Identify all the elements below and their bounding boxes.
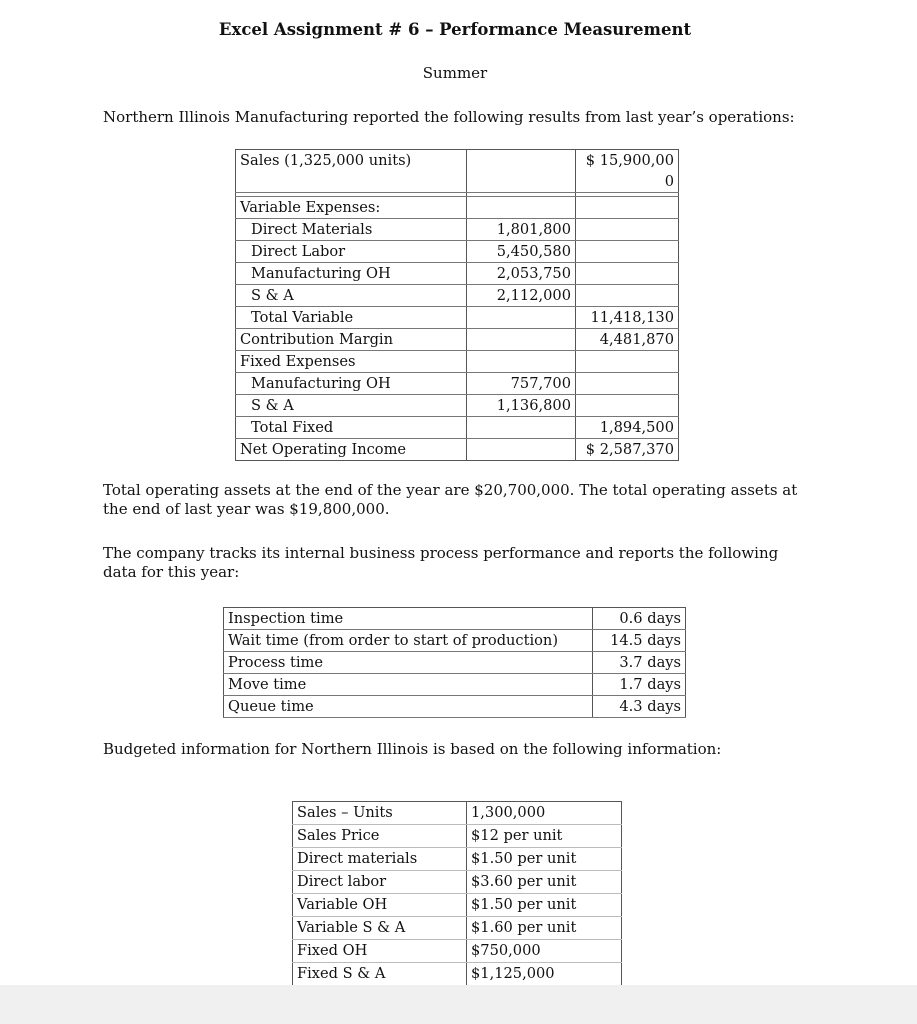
- budget-table: [292, 801, 622, 986]
- process-value: 14.5 days: [593, 630, 686, 652]
- budget-label: Fixed OH: [293, 940, 467, 963]
- table-row: [236, 285, 679, 307]
- process-value: 3.7 days: [593, 652, 686, 674]
- intro-paragraph: Northern Illinois Manufacturing reported the following results from last year’s operations:: [103, 108, 795, 126]
- budget-value: $12 per unit: [467, 825, 622, 848]
- process-label: Move time: [224, 674, 593, 696]
- fixed-manufacturing-oh-value: 757,700: [467, 373, 576, 395]
- direct-labor-value: 5,450,580: [467, 241, 576, 263]
- total-variable-label: Total Variable: [236, 307, 467, 329]
- table-row: [293, 917, 622, 940]
- direct-materials-value: 1,801,800: [467, 219, 576, 241]
- table-row: [236, 417, 679, 439]
- contribution-margin-label: Contribution Margin: [236, 329, 467, 351]
- budget-value: $1.50 per unit: [467, 894, 622, 917]
- process-times-table: [223, 607, 686, 718]
- budget-label: Direct materials: [293, 848, 467, 871]
- table-row: [293, 802, 622, 825]
- process-label: Process time: [224, 652, 593, 674]
- budget-label: Variable S & A: [293, 917, 467, 940]
- table-row: [236, 219, 679, 241]
- process-label: Wait time (from order to start of production): [224, 630, 593, 652]
- process-paragraph: The company tracks its internal business process performance and reports the following data for this year:: [103, 544, 779, 581]
- fixed-sa-label: S & A: [236, 395, 467, 417]
- table-row: [293, 825, 622, 848]
- total-fixed-label: Total Fixed: [236, 417, 467, 439]
- table-row: [236, 351, 679, 373]
- process-label: Inspection time: [224, 608, 593, 630]
- sales-label: Sales (1,325,000 units): [236, 150, 467, 193]
- fixed-sa-value: 1,136,800: [467, 395, 576, 417]
- manufacturing-oh-label: Manufacturing OH: [236, 263, 467, 285]
- net-operating-income-label: Net Operating Income: [236, 439, 467, 461]
- table-row: [236, 307, 679, 329]
- budget-value: $1.50 per unit: [467, 848, 622, 871]
- process-value: 0.6 days: [593, 608, 686, 630]
- budget-value: $1,125,000: [467, 963, 622, 986]
- page-footer-band: [0, 985, 917, 1024]
- income-statement-table: [235, 149, 679, 461]
- table-row: [293, 871, 622, 894]
- table-row: [224, 696, 686, 718]
- budget-label: Direct labor: [293, 871, 467, 894]
- table-row: [224, 608, 686, 630]
- table-row: [236, 150, 679, 193]
- table-row: [236, 373, 679, 395]
- budget-value: $750,000: [467, 940, 622, 963]
- table-row: [224, 630, 686, 652]
- total-fixed-value: 1,894,500: [576, 417, 679, 439]
- direct-labor-label: Direct Labor: [236, 241, 467, 263]
- budget-label: Sales – Units: [293, 802, 467, 825]
- table-row: [236, 395, 679, 417]
- table-row: [236, 329, 679, 351]
- table-row: [293, 963, 622, 986]
- table-row: [236, 263, 679, 285]
- budget-label: Variable OH: [293, 894, 467, 917]
- contribution-margin-value: 4,481,870: [576, 329, 679, 351]
- table-row: [236, 241, 679, 263]
- table-row: [224, 674, 686, 696]
- budget-value: 1,300,000: [467, 802, 622, 825]
- manufacturing-oh-value: 2,053,750: [467, 263, 576, 285]
- assets-paragraph: Total operating assets at the end of the year are $20,700,000. The total operating assets at the end of last year was $19,800,000.: [103, 481, 798, 518]
- variable-expenses-label: Variable Expenses:: [236, 197, 467, 219]
- sa-value: 2,112,000: [467, 285, 576, 307]
- direct-materials-label: Direct Materials: [236, 219, 467, 241]
- document-title: Excel Assignment # 6 – Performance Measurement: [218, 20, 692, 39]
- budget-label: Fixed S & A: [293, 963, 467, 986]
- table-row: [293, 848, 622, 871]
- table-row: [224, 652, 686, 674]
- net-operating-income-value: $ 2,587,370: [576, 439, 679, 461]
- total-variable-value: 11,418,130: [576, 307, 679, 329]
- process-label: Queue time: [224, 696, 593, 718]
- budget-label: Sales Price: [293, 825, 467, 848]
- budget-value: $3.60 per unit: [467, 871, 622, 894]
- table-row: [293, 894, 622, 917]
- sa-label: S & A: [236, 285, 467, 307]
- budget-value: $1.60 per unit: [467, 917, 622, 940]
- sales-value: $ 15,900,00 0: [576, 150, 679, 193]
- process-value: 4.3 days: [593, 696, 686, 718]
- table-row: [236, 197, 679, 219]
- process-value: 1.7 days: [593, 674, 686, 696]
- table-row: [293, 940, 622, 963]
- term-label: Summer: [422, 64, 488, 82]
- table-row: [236, 439, 679, 461]
- budget-paragraph: Budgeted information for Northern Illinois is based on the following information:: [103, 740, 722, 758]
- fixed-manufacturing-oh-label: Manufacturing OH: [236, 373, 467, 395]
- fixed-expenses-label: Fixed Expenses: [236, 351, 467, 373]
